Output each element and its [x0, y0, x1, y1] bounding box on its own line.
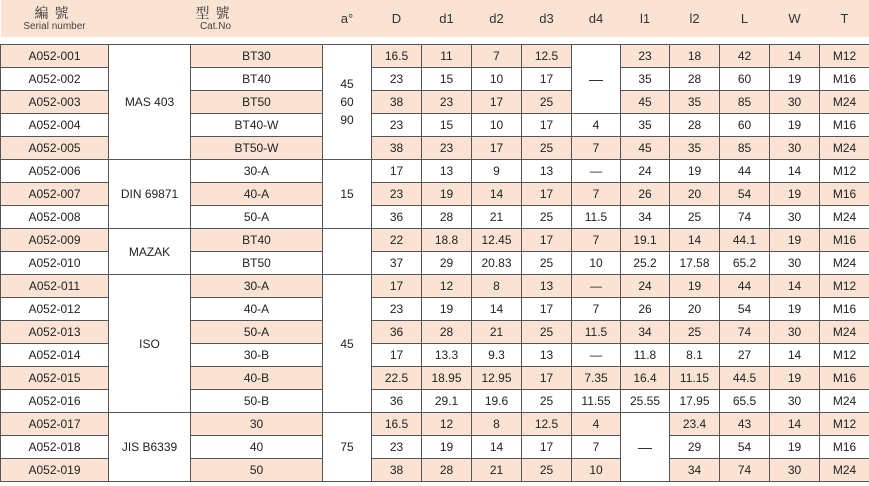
standard-group-cell: DIN 69871: [109, 160, 191, 229]
cell-d: 36: [372, 206, 422, 229]
cell-d4: 7: [572, 298, 621, 321]
cell-l2: 11.15: [670, 367, 720, 390]
cell-d: 23: [372, 298, 422, 321]
cell-l: 60: [720, 68, 770, 91]
cell-l2: 14: [670, 229, 720, 252]
cell-d3: 25: [522, 321, 572, 344]
cell-l2: 17.95: [670, 390, 720, 413]
cell-d1: 12: [422, 275, 472, 298]
cell-l: 85: [720, 137, 770, 160]
serial-cell: A052-007: [1, 183, 109, 206]
cell-t: M24: [820, 321, 869, 344]
serial-cell: A052-014: [1, 344, 109, 367]
cat-no-cell: 30-A: [191, 160, 323, 183]
serial-cell: A052-018: [1, 436, 109, 459]
angle-cell: [323, 275, 372, 413]
cell-l1-dash: —: [621, 413, 670, 482]
table-row: [1, 275, 869, 298]
cell-d2: 19.6: [472, 390, 522, 413]
cell-d: 37: [372, 252, 422, 275]
cell-l1: 35: [621, 114, 670, 137]
serial-cell: A052-005: [1, 137, 109, 160]
cell-d2: 14: [472, 183, 522, 206]
cell-d: 17: [372, 344, 422, 367]
cat-no-cell: 50-B: [191, 390, 323, 413]
cell-w: 30: [770, 91, 820, 114]
cell-l: 54: [720, 183, 770, 206]
header-gap: [1, 37, 869, 45]
cell-d2: 14: [472, 298, 522, 321]
cat-no-cell: BT50-W: [191, 137, 323, 160]
cell-d2: 20.83: [472, 252, 522, 275]
cell-l: 74: [720, 206, 770, 229]
cell-d4: —: [572, 344, 621, 367]
cell-d2: 8: [472, 413, 522, 436]
cell-d4: 7: [572, 183, 621, 206]
header-d1: d1: [422, 0, 472, 37]
cell-w: 14: [770, 160, 820, 183]
cell-d: 16.5: [372, 45, 422, 68]
cell-w: 14: [770, 275, 820, 298]
cell-d2: 8: [472, 275, 522, 298]
cell-d4: 11.5: [572, 206, 621, 229]
cell-d1: 23: [422, 137, 472, 160]
header-cat-en: Cat.No: [199, 20, 232, 32]
cell-l2: 19: [670, 160, 720, 183]
cell-d4: 7: [572, 436, 621, 459]
cell-w: 30: [770, 206, 820, 229]
header-d2: d2: [472, 0, 522, 37]
cell-d1: 28: [422, 459, 472, 482]
cell-w: 14: [770, 344, 820, 367]
cell-l: 44.1: [720, 229, 770, 252]
cell-l: 43: [720, 413, 770, 436]
cat-no-cell: 40-B: [191, 367, 323, 390]
cell-l2: 18: [670, 45, 720, 68]
cell-d1: 23: [422, 91, 472, 114]
cat-no-cell: BT30: [191, 45, 323, 68]
table-row: [1, 160, 869, 183]
header-D: D: [372, 0, 422, 37]
cell-l2: 19: [670, 275, 720, 298]
cell-l1: 16.4: [621, 367, 670, 390]
serial-cell: A052-008: [1, 206, 109, 229]
cell-l: 54: [720, 436, 770, 459]
cell-d2: 10: [472, 68, 522, 91]
cell-l2: 20: [670, 183, 720, 206]
cell-d2: 21: [472, 206, 522, 229]
cell-d1: 28: [422, 321, 472, 344]
cell-l1: 24: [621, 275, 670, 298]
header-d4: d4: [572, 0, 621, 37]
cell-d1: 19: [422, 298, 472, 321]
angle-value: 75: [340, 440, 354, 454]
cell-d: 23: [372, 114, 422, 137]
serial-cell: A052-017: [1, 413, 109, 436]
cell-w: 30: [770, 459, 820, 482]
cell-t: M16: [820, 68, 869, 91]
cell-d: 16.5: [372, 413, 422, 436]
cell-d3: 13: [522, 275, 572, 298]
cell-d1: 18.95: [422, 367, 472, 390]
cell-d: 36: [372, 321, 422, 344]
header-serial-cn: 編號: [34, 4, 75, 21]
angle-value: 45: [340, 336, 354, 351]
cell-l1: 19.1: [621, 229, 670, 252]
serial-cell: A052-004: [1, 114, 109, 137]
cell-l2: 28: [670, 114, 720, 137]
cell-d3: 17: [522, 114, 572, 137]
cell-d2: 9: [472, 160, 522, 183]
serial-cell: A052-012: [1, 298, 109, 321]
cell-t: M24: [820, 459, 869, 482]
cell-t: M12: [820, 45, 869, 68]
cell-l2: 8.1: [670, 344, 720, 367]
cell-d4: 11.5: [572, 321, 621, 344]
cell-l: 74: [720, 321, 770, 344]
cell-d1: 29.1: [422, 390, 472, 413]
cell-d4-dash: —: [572, 45, 621, 114]
cell-d: 23: [372, 183, 422, 206]
cell-l: 44.5: [720, 367, 770, 390]
cell-d: 23: [372, 436, 422, 459]
cell-d3: 25: [522, 91, 572, 114]
cell-d4: 10: [572, 459, 621, 482]
cell-l2: 25: [670, 206, 720, 229]
cell-d3: 17: [522, 229, 572, 252]
cell-l1: 24: [621, 160, 670, 183]
cell-d1: 13: [422, 160, 472, 183]
cell-w: 19: [770, 367, 820, 390]
cell-l: 60: [720, 114, 770, 137]
cell-t: M24: [820, 137, 869, 160]
header-l2: l2: [670, 0, 720, 37]
cat-no-cell: 40-A: [191, 298, 323, 321]
serial-cell: A052-002: [1, 68, 109, 91]
cell-l1: 11.8: [621, 344, 670, 367]
cell-d1: 29: [422, 252, 472, 275]
cell-t: M12: [820, 413, 869, 436]
angle-cell: [323, 45, 372, 160]
cell-d4: 7.35: [572, 367, 621, 390]
cell-d1: 18.8: [422, 229, 472, 252]
cell-w: 19: [770, 114, 820, 137]
standard-group-cell: MAS 403: [109, 45, 191, 160]
cell-l2: 20: [670, 298, 720, 321]
header-d3: d3: [522, 0, 572, 37]
cell-d4: 4: [572, 114, 621, 137]
cell-d3: 25: [522, 206, 572, 229]
header-serial-en: Serial number: [23, 20, 86, 32]
cell-d3: 13: [522, 160, 572, 183]
header-L: L: [720, 0, 770, 37]
cell-t: M24: [820, 91, 869, 114]
cell-t: M16: [820, 229, 869, 252]
cell-d4: 10: [572, 252, 621, 275]
cell-w: 19: [770, 298, 820, 321]
cell-w: 14: [770, 413, 820, 436]
cell-l: 65.5: [720, 390, 770, 413]
cat-no-cell: 50-A: [191, 206, 323, 229]
cell-t: M16: [820, 298, 869, 321]
cell-w: 19: [770, 436, 820, 459]
serial-cell: A052-019: [1, 459, 109, 482]
header-T: T: [820, 0, 869, 37]
cell-d2: 21: [472, 321, 522, 344]
cell-d4: 4: [572, 413, 621, 436]
cell-w: 19: [770, 229, 820, 252]
cell-d4: —: [572, 160, 621, 183]
cell-t: M24: [820, 206, 869, 229]
cell-t: M12: [820, 160, 869, 183]
cell-d2: 21: [472, 459, 522, 482]
cell-l: 74: [720, 459, 770, 482]
cell-d4: 7: [572, 229, 621, 252]
cell-d3: 17: [522, 298, 572, 321]
cell-t: M16: [820, 183, 869, 206]
cell-l2: 17.58: [670, 252, 720, 275]
angle-value: 60: [340, 95, 354, 109]
cell-d1: 13.3: [422, 344, 472, 367]
cell-t: M24: [820, 390, 869, 413]
header-cat-cn: 型號: [195, 4, 236, 21]
cell-d: 38: [372, 137, 422, 160]
cat-no-cell: 30: [191, 413, 323, 436]
cell-d1: 11: [422, 45, 472, 68]
cell-t: M12: [820, 275, 869, 298]
cell-d: 38: [372, 91, 422, 114]
serial-cell: A052-015: [1, 367, 109, 390]
cell-t: M16: [820, 367, 869, 390]
cell-d2: 7: [472, 45, 522, 68]
cat-no-cell: 40-A: [191, 183, 323, 206]
header-l1: l1: [621, 0, 670, 37]
standard-group-cell: JIS B6339: [109, 413, 191, 482]
standard-group-cell: ISO: [109, 275, 191, 413]
cell-d1: 12: [422, 413, 472, 436]
cell-d: 17: [372, 275, 422, 298]
cell-d: 36: [372, 390, 422, 413]
cell-l1: 45: [621, 91, 670, 114]
serial-cell: A052-010: [1, 252, 109, 275]
serial-cell: A052-011: [1, 275, 109, 298]
cell-l2: 35: [670, 91, 720, 114]
cell-l2: 34: [670, 459, 720, 482]
cell-t: M16: [820, 436, 869, 459]
cell-l1: 25.2: [621, 252, 670, 275]
cell-d3: 12.5: [522, 45, 572, 68]
table-row: [1, 413, 869, 436]
cell-d: 23: [372, 68, 422, 91]
cell-d2: 12.45: [472, 229, 522, 252]
angle-cell: [323, 160, 372, 229]
cell-d3: 17: [522, 367, 572, 390]
cat-no-cell: 50: [191, 459, 323, 482]
cell-d3: 17: [522, 183, 572, 206]
cell-t: M16: [820, 114, 869, 137]
cell-l2: 35: [670, 137, 720, 160]
cat-no-cell: BT50: [191, 252, 323, 275]
table-row: [1, 229, 869, 252]
cell-d2: 9.3: [472, 344, 522, 367]
angle-cell: [323, 413, 372, 482]
cat-no-cell: 30-B: [191, 344, 323, 367]
cell-d4: 11.55: [572, 390, 621, 413]
serial-cell: A052-009: [1, 229, 109, 252]
cell-d: 17: [372, 160, 422, 183]
angle-value: 90: [340, 113, 354, 127]
cell-d1: 28: [422, 206, 472, 229]
cell-d2: 14: [472, 436, 522, 459]
cell-w: 19: [770, 68, 820, 91]
cell-d: 22.5: [372, 367, 422, 390]
angle-value: 45: [340, 77, 354, 91]
cat-no-cell: 40: [191, 436, 323, 459]
cell-w: 19: [770, 183, 820, 206]
cell-l1: 35: [621, 68, 670, 91]
cell-d2: 17: [472, 91, 522, 114]
cell-l: 27: [720, 344, 770, 367]
cat-no-cell: 30-A: [191, 275, 323, 298]
header-W: W: [770, 0, 820, 37]
cell-d4: —: [572, 275, 621, 298]
cat-no-cell: BT40: [191, 229, 323, 252]
table-header: [1, 0, 869, 45]
header-serial: [1, 0, 109, 37]
cell-w: 30: [770, 321, 820, 344]
serial-cell: A052-003: [1, 91, 109, 114]
cell-d3: 25: [522, 390, 572, 413]
cell-l1: 26: [621, 298, 670, 321]
cell-l1: 23: [621, 45, 670, 68]
cell-d: 38: [372, 459, 422, 482]
cell-w: 30: [770, 390, 820, 413]
cell-w: 30: [770, 252, 820, 275]
angle-value: 15: [340, 187, 354, 201]
cell-l1: 26: [621, 183, 670, 206]
cell-l: 54: [720, 298, 770, 321]
cell-l2: 29: [670, 436, 720, 459]
cell-w: 14: [770, 45, 820, 68]
cell-l: 85: [720, 91, 770, 114]
cell-d2: 12.95: [472, 367, 522, 390]
cat-no-cell: BT50: [191, 91, 323, 114]
cell-d3: 13: [522, 344, 572, 367]
cell-d1: 15: [422, 114, 472, 137]
cell-d3: 17: [522, 436, 572, 459]
cell-d3: 25: [522, 137, 572, 160]
cell-l: 44: [720, 160, 770, 183]
header-angle: a°: [323, 0, 372, 37]
table-row: [1, 45, 869, 68]
cell-l: 44: [720, 275, 770, 298]
cell-d1: 19: [422, 183, 472, 206]
cell-l2: 28: [670, 68, 720, 91]
cell-t: M24: [820, 252, 869, 275]
cat-no-cell: BT40-W: [191, 114, 323, 137]
cell-l2: 23.4: [670, 413, 720, 436]
cell-l: 65.2: [720, 252, 770, 275]
serial-cell: A052-006: [1, 160, 109, 183]
cell-d3: 12.5: [522, 413, 572, 436]
serial-cell: A052-001: [1, 45, 109, 68]
table-body: [1, 45, 869, 482]
cell-d4: 7: [572, 137, 621, 160]
cell-d3: 17: [522, 68, 572, 91]
cell-t: M12: [820, 344, 869, 367]
cell-l1: 45: [621, 137, 670, 160]
cell-l1: 34: [621, 206, 670, 229]
cat-no-cell: BT40: [191, 68, 323, 91]
cell-d1: 15: [422, 68, 472, 91]
cell-d1: 19: [422, 436, 472, 459]
serial-cell: A052-016: [1, 390, 109, 413]
cell-d2: 17: [472, 137, 522, 160]
cell-d2: 10: [472, 114, 522, 137]
cell-l2: 25: [670, 321, 720, 344]
standard-group-cell: MAZAK: [109, 229, 191, 275]
cat-no-cell: 50-A: [191, 321, 323, 344]
cell-d3: 25: [522, 252, 572, 275]
cell-l1: 34: [621, 321, 670, 344]
angle-cell: [323, 229, 372, 275]
cell-d3: 25: [522, 459, 572, 482]
cell-w: 30: [770, 137, 820, 160]
cell-l1: 25.55: [621, 390, 670, 413]
cell-d: 22: [372, 229, 422, 252]
header-cat: [109, 0, 323, 37]
cell-l: 42: [720, 45, 770, 68]
serial-cell: A052-013: [1, 321, 109, 344]
